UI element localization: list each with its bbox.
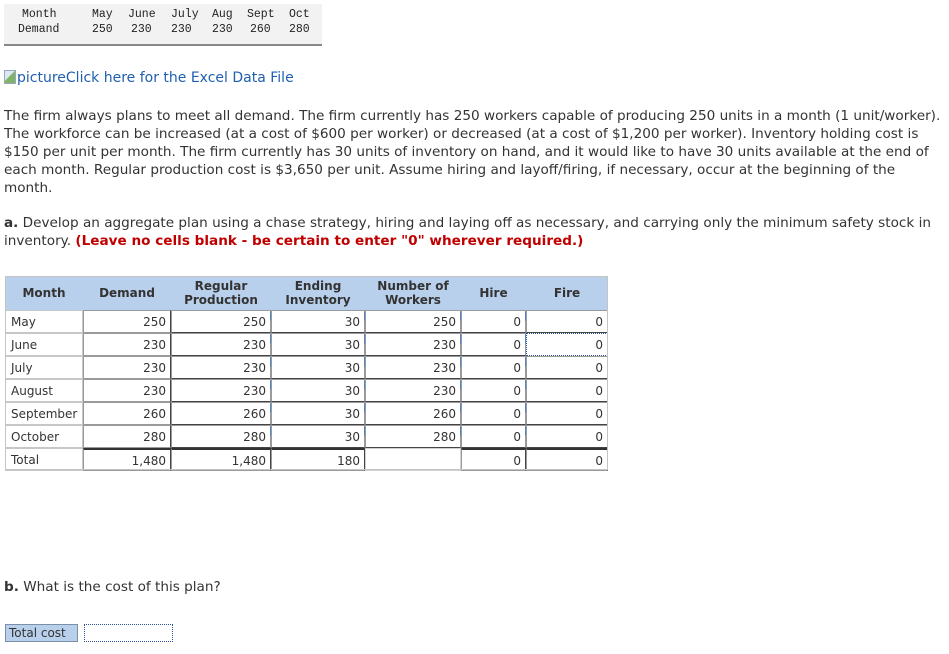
hire-value: 0 bbox=[513, 384, 521, 398]
demand-cell: 280 bbox=[289, 23, 310, 36]
workers-value: 230 bbox=[433, 384, 456, 398]
month-cell: Sept bbox=[247, 8, 275, 21]
total-cost-label: Total cost bbox=[5, 624, 78, 642]
workers-input[interactable] bbox=[365, 333, 461, 356]
month-cell: Aug bbox=[212, 8, 233, 21]
header-hire: Hire bbox=[479, 286, 508, 300]
workers-value: 260 bbox=[433, 407, 456, 421]
hire-input[interactable] bbox=[461, 379, 526, 402]
production-value: 230 bbox=[243, 361, 266, 375]
production-value: 230 bbox=[243, 384, 266, 398]
fire-value: 0 bbox=[595, 430, 603, 444]
header-demand: Demand bbox=[99, 286, 155, 300]
fire-input[interactable] bbox=[526, 402, 608, 425]
inventory-input[interactable] bbox=[271, 310, 365, 333]
fire-input[interactable] bbox=[526, 379, 608, 402]
table-row bbox=[5, 310, 608, 333]
demand-value: 230 bbox=[83, 333, 171, 356]
inventory-input[interactable] bbox=[271, 333, 365, 356]
total-cost-input[interactable] bbox=[84, 624, 173, 642]
fire-value: 0 bbox=[595, 338, 603, 352]
month-cell: June bbox=[128, 8, 156, 21]
total-cost-section bbox=[5, 624, 173, 642]
demand-value: 260 bbox=[83, 402, 171, 425]
hire-input[interactable] bbox=[461, 310, 526, 333]
inventory-value: 30 bbox=[344, 338, 360, 352]
demand-cell: 250 bbox=[92, 23, 113, 36]
aggregate-plan-table bbox=[5, 276, 608, 470]
month-label: September bbox=[5, 402, 83, 425]
workers-value: 250 bbox=[433, 315, 456, 329]
workers-input[interactable] bbox=[365, 379, 461, 402]
production-value: 280 bbox=[243, 430, 266, 444]
month-row-label: Month bbox=[22, 8, 57, 21]
production-value: 250 bbox=[243, 315, 266, 329]
header-regular-production bbox=[171, 276, 271, 310]
hire-input[interactable] bbox=[461, 333, 526, 356]
inventory-value: 30 bbox=[344, 315, 360, 329]
month-label: June bbox=[5, 333, 83, 356]
workers-input[interactable] bbox=[365, 425, 461, 448]
total-label: Total bbox=[5, 448, 83, 471]
problem-description: The firm always plans to meet all demand. The firm currently has 250 workers capable of producing 250 units in a month (1 unit/worker). The workforce can be increased (at a cost of $600 per worker) or decreased (at a cost of $1,200 per worker). Inventory holding cost is $150 per unit per month. The firm currently has 30 units of inventory on hand, and it would like to have 30 units available at the end of each month. Regular production cost is $3,650 per unit. Assume hiring and layoff/firing, if necessary, occur at the beginning of the month. bbox=[4, 108, 941, 196]
hire-value: 0 bbox=[513, 361, 521, 375]
demand-cell: 230 bbox=[212, 23, 233, 36]
demand-cell: 230 bbox=[131, 23, 152, 36]
month-cell: Oct bbox=[289, 8, 310, 21]
header-month: Month bbox=[22, 286, 66, 300]
production-input[interactable] bbox=[171, 425, 271, 448]
table-row bbox=[5, 402, 608, 425]
demand-row-label: Demand bbox=[18, 23, 60, 36]
fire-input[interactable] bbox=[526, 425, 608, 448]
question-b-prefix: b. bbox=[4, 579, 19, 595]
header-ending-inventory bbox=[271, 276, 365, 310]
header-ending-line1: Ending bbox=[294, 279, 342, 293]
production-input[interactable] bbox=[171, 379, 271, 402]
month-cell: July bbox=[171, 8, 199, 21]
question-b-text: What is the cost of this plan? bbox=[18, 579, 221, 595]
excel-link-text: Click here for the Excel Data File bbox=[65, 70, 294, 86]
fire-value: 0 bbox=[595, 407, 603, 421]
month-cell: May bbox=[92, 8, 113, 21]
fire-value: 0 bbox=[595, 361, 603, 375]
demand-cell: 230 bbox=[171, 23, 192, 36]
table-row bbox=[5, 333, 608, 356]
hire-value: 0 bbox=[513, 430, 521, 444]
broken-image-icon bbox=[4, 70, 16, 84]
workers-input[interactable] bbox=[365, 310, 461, 333]
inventory-input[interactable] bbox=[271, 425, 365, 448]
total-production: 1,480 bbox=[171, 448, 271, 471]
fire-input[interactable] bbox=[526, 356, 608, 379]
month-label: August bbox=[5, 379, 83, 402]
inventory-input[interactable] bbox=[271, 379, 365, 402]
header-workers-line2: Workers bbox=[385, 293, 441, 307]
total-hire: 0 bbox=[461, 448, 526, 471]
production-input[interactable] bbox=[171, 356, 271, 379]
header-fire: Fire bbox=[553, 286, 581, 300]
total-inventory: 180 bbox=[271, 448, 365, 471]
workers-input[interactable] bbox=[365, 356, 461, 379]
workers-input[interactable] bbox=[365, 402, 461, 425]
workers-value: 230 bbox=[433, 361, 456, 375]
image-alt-text: picture bbox=[17, 70, 66, 86]
workers-value: 230 bbox=[433, 338, 456, 352]
month-label: May bbox=[5, 310, 83, 333]
hire-input[interactable] bbox=[461, 356, 526, 379]
hire-value: 0 bbox=[513, 407, 521, 421]
demand-value: 250 bbox=[83, 310, 171, 333]
inventory-value: 30 bbox=[344, 430, 360, 444]
header-regular-line1: Regular bbox=[194, 279, 248, 293]
total-workers-blank bbox=[365, 448, 461, 471]
table-row bbox=[5, 425, 608, 448]
question-b bbox=[4, 579, 221, 595]
header-workers-line1: Number of bbox=[377, 279, 449, 293]
hire-value: 0 bbox=[513, 338, 521, 352]
fire-value: 0 bbox=[595, 315, 603, 329]
fire-value: 0 bbox=[595, 384, 603, 398]
demand-value: 230 bbox=[83, 379, 171, 402]
table-row bbox=[5, 356, 608, 379]
total-demand: 1,480 bbox=[83, 448, 171, 471]
hire-input[interactable] bbox=[461, 402, 526, 425]
workers-value: 280 bbox=[433, 430, 456, 444]
hire-input[interactable] bbox=[461, 425, 526, 448]
excel-data-link[interactable] bbox=[4, 70, 294, 86]
fire-input[interactable] bbox=[526, 310, 608, 333]
production-input[interactable] bbox=[171, 333, 271, 356]
inventory-input[interactable] bbox=[271, 402, 365, 425]
inventory-value: 30 bbox=[344, 407, 360, 421]
header-ending-line2: Inventory bbox=[285, 293, 351, 307]
month-label: October bbox=[5, 425, 83, 448]
total-fire: 0 bbox=[526, 448, 608, 471]
required-instruction: (Leave no cells blank - be certain to enter "0" wherever required.) bbox=[75, 233, 584, 249]
demand-value: 230 bbox=[83, 356, 171, 379]
month-label: July bbox=[5, 356, 83, 379]
demand-value: 280 bbox=[83, 425, 171, 448]
production-input[interactable] bbox=[171, 310, 271, 333]
inventory-value: 30 bbox=[344, 384, 360, 398]
total-row bbox=[5, 448, 608, 471]
fire-input[interactable] bbox=[526, 333, 608, 356]
table-header bbox=[5, 276, 608, 310]
header-regular-line2: Production bbox=[184, 293, 258, 307]
hire-value: 0 bbox=[513, 315, 521, 329]
production-value: 230 bbox=[243, 338, 266, 352]
inventory-input[interactable] bbox=[271, 356, 365, 379]
header-number-of-workers bbox=[365, 276, 461, 310]
demand-cell: 260 bbox=[250, 23, 271, 36]
demand-data-table bbox=[4, 4, 322, 46]
question-a bbox=[4, 214, 944, 250]
production-input[interactable] bbox=[171, 402, 271, 425]
table-row bbox=[5, 379, 608, 402]
question-a-prefix: a. bbox=[4, 215, 19, 231]
inventory-value: 30 bbox=[344, 361, 360, 375]
production-value: 260 bbox=[243, 407, 266, 421]
question-a-text: Develop an aggregate plan using a chase strategy, hiring and laying off as necessary, and carrying only the minimum safety stock in inventory. bbox=[4, 215, 931, 249]
